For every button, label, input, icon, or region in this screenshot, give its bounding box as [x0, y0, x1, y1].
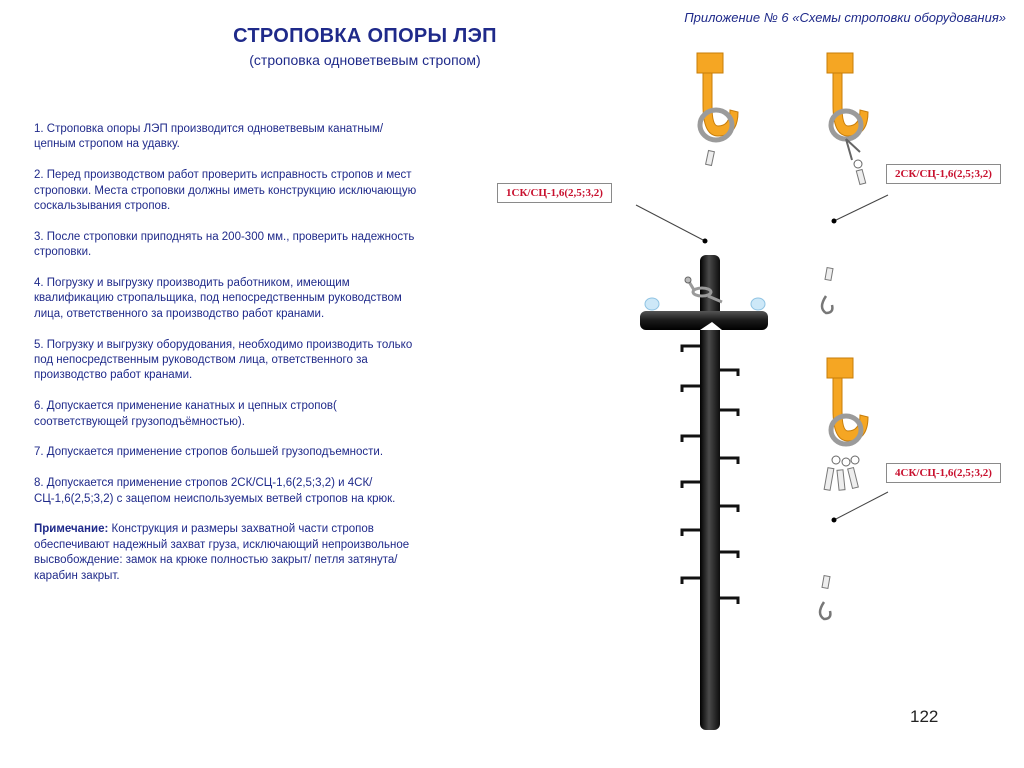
- rule-item: 4. Погрузку и выгрузку производить работником, имеющим квалификацию стропальщика, под непосредственным руководством лица, ответственного за производство работ кранами.: [34, 277, 402, 320]
- rule-item: 3. После строповки приподнять на 200-300 мм., проверить надежность строповки.: [34, 230, 415, 259]
- sling-label-2: 2СК/СЦ-1,6(2,5;3,2): [886, 164, 1001, 184]
- rule-item: 5. Погрузку и выгрузку оборудования, необходимо производить только под непосредственным руководством лица, ответственного за производство работ кранами.: [34, 338, 413, 382]
- power-line-pole: [640, 255, 768, 730]
- rule-item: 2. Перед производством работ проверить исправность стропов и мест строповки. Места строповки должны иметь конструкцию исключающую соскальзывания стропов.: [34, 169, 417, 213]
- crane-hook-1: [697, 53, 738, 165]
- appendix-caption: Приложение № 6 «Схемы строповки оборудования»: [684, 10, 1006, 25]
- rule-item: 7. Допускается применение стропов большей грузоподъемности.: [34, 446, 384, 459]
- page-subtitle: (строповка одноветвевым стропом): [249, 52, 481, 68]
- insulator-icon: [645, 298, 659, 310]
- note-label: Примечание:: [34, 523, 109, 536]
- crane-hook-2: [822, 53, 868, 313]
- rule-item: 8. Допускается применение стропов 2СК/СЦ-1,6(2,5;3,2) и 4СК/СЦ-1,6(2,5;3,2) с зацепом неиспользуемых ветвей стропов на крюк.: [34, 477, 396, 505]
- sling-label-4: 4СК/СЦ-1,6(2,5;3,2): [886, 463, 1001, 483]
- page-number: 122: [910, 707, 939, 726]
- rule-item: 6. Допускается применение канатных и цепных стропов( соответствующей грузоподъёмностью).: [34, 400, 337, 428]
- note-text: Конструкция и размеры захватной части стропов обеспечивают надежный захват груза, исключающий непроизвольное высвобождение: замок на крюке полностью закрыт/ петля затянута/ карабин закрыт.: [34, 523, 410, 582]
- page-title: СТРОПОВКА ОПОРЫ ЛЭП: [233, 25, 497, 47]
- insulator-icon: [751, 298, 765, 310]
- sling-label-1: 1СК/СЦ-1,6(2,5;3,2): [497, 183, 612, 203]
- pole-crossarm: [640, 311, 768, 330]
- crane-hook-4: [820, 358, 868, 619]
- rule-item: 1. Строповка опоры ЛЭП производится одноветвевым канатным/цепным стропом на удавку.: [34, 123, 384, 151]
